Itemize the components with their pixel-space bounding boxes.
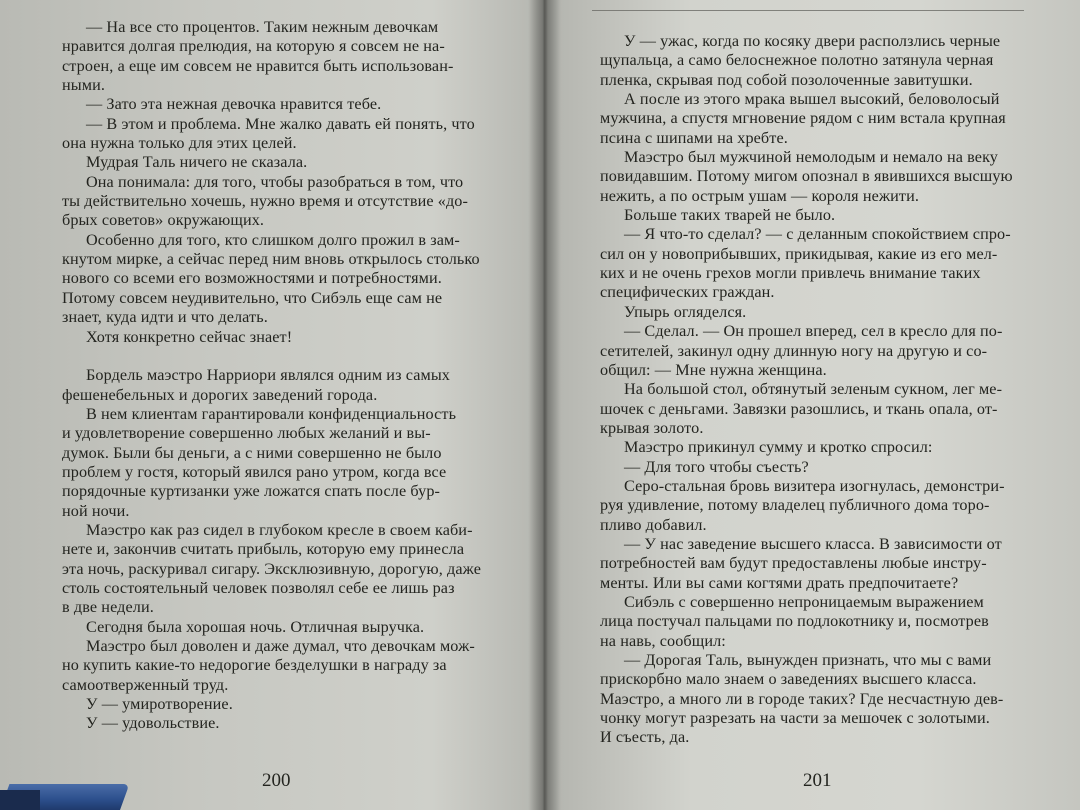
text-line: В нем клиентам гарантировали конфиденциальность [86,404,457,423]
text-line: У — ужас, когда по косяку двери расползлись черные [624,32,1001,50]
text-line: — У нас заведение высшего класса. В зависимости от [624,534,1002,553]
text-line: нравится долгая прелюдия, на которую я совсем не на- [62,37,445,56]
text-line: брых советов» окружающих. [62,211,265,230]
text-line: Бордель маэстро Нарриори являлся одним из самых [86,366,450,385]
text-line: У — умиротворение. [86,695,233,714]
text-line: сил он у новоприбывших, прикидывая, какие из его мел- [600,244,998,263]
gutter-shadow [528,0,560,810]
text-line: строен, а еще им совсем не нравится быть использован- [62,56,454,75]
text-line: менты. Или вы сами когтями драть предпочитаете? [600,573,959,592]
text-line: — Я что-то сделал? — с деланным спокойствием спро- [624,225,1011,244]
text-line: — Для того чтобы съесть? [624,457,809,476]
text-line: Маэстро как раз сидел в глубоком кресле в своем каби- [86,520,473,539]
text-line: нете и, закончив считать прибыль, которую ему принесла [62,540,465,559]
text-line: — Зато эта нежная девочка нравится тебе. [86,95,382,114]
text-line: столь состоятельный человек позволял себе ее лишь раз [62,578,455,597]
text-line: но купить какие-то недорогие безделушки в награду за [62,656,447,675]
text-line: И съесть, да. [600,728,690,747]
section-break [62,347,502,366]
text-line: Больше таких тварей не было. [624,206,836,225]
text-line: Маэстро был мужчиной немолодым и немало на веку [624,148,998,167]
text-line: фешенебельных и дорогих заведений города. [62,385,378,404]
text-line: — Сделал. — Он прошел вперед, сел в кресло для по- [624,322,1003,341]
text-line: А после из этого мрака вышел высокий, беловолосый [624,90,1000,109]
text-line: Сегодня была хорошая ночь. Отличная выручка. [86,617,425,636]
blue-object-shadow [0,790,40,810]
text-line: кнутом мирке, а сейчас перед ним вновь открылось столько [62,250,480,269]
text-line: лица постучал пальцами по подлокотнику и, посмотрев [600,612,989,631]
text-line: думок. Были бы деньги, а с ними совершенно не было [62,443,442,462]
text-line: ты действительно хочешь, нужно время и отсутствие «до- [62,192,468,211]
text-line: — В этом и проблема. Мне жалко давать ей понять, что [86,114,475,133]
text-line: она нужна только для этих целей. [62,134,297,153]
text-line: Упырь огляделся. [624,302,747,321]
text-line: на навь, сообщил: [600,631,726,650]
text-line: повидавшим. Потому мигом опознал в явившихся высшую [600,167,1013,186]
text-line: мужчина, а спустя мгновение рядом с ним встала крупная [600,109,1006,128]
text-line: крывая золото. [600,418,704,437]
text-line: порядочные куртизанки уже ложатся спать после бур- [62,482,440,501]
text-line: ких и не очень грехов могли привлечь внимание таких [600,264,981,283]
text-line: У — удовольствие. [86,714,220,733]
text-line: Хотя конкретно сейчас знает! [86,327,293,346]
text-line: Сибэль с совершенно непроницаемым выражением [624,592,984,611]
text-line: нового со всеми его возможностями и потребностями. [62,269,442,288]
text-line: специфических граждан. [600,283,775,302]
text-line: и удовлетворение совершенно любых желаний и вы- [62,424,431,443]
text-line: потребностей вам будут предоставлены любые инстру- [600,554,987,573]
text-line: пливо добавил. [600,515,707,534]
text-line: На большой стол, обтянутый зеленым сукном, лег ме- [624,380,1003,399]
right-page-number: 201 [803,770,832,791]
text-line: Она понимала: для того, чтобы разобраться в том, что [86,172,464,191]
text-line: псина с шипами на хребте. [600,128,788,147]
text-line: прискорбно мало знаем о заведениях высшего класса. [600,670,977,689]
right-page-text [600,32,1050,748]
text-line: — На все сто процентов. Таким нежным девочкам [86,18,439,36]
text-line: эта ночь, раскуривал сигару. Эксклюзивную, дорогую, даже [62,559,481,578]
text-line: Мудрая Таль ничего не сказала. [86,153,308,172]
text-line: нежить, а по острым ушам — короля нежити. [600,186,920,205]
text-line: — Дорогая Таль, вынужден признать, что мы с вами [624,651,992,669]
text-line: Маэстро был доволен и даже думал, что девочкам мож- [86,637,475,655]
text-line: сетителей, закинул одну длинную ногу на другую и со- [600,341,988,360]
text-line: Маэстро, а много ли в городе таких? Где несчастную дев- [600,689,1004,708]
text-line: Потому совсем неудивительно, что Сибэль еще сам не [62,288,443,307]
text-line: самоотверженный труд. [62,675,229,694]
text-line: знает, куда идти и что делать. [62,308,268,327]
text-line: руя удивление, потому владелец публичного дома торо- [600,496,990,515]
text-line: в две недели. [62,598,154,617]
text-line: ными. [62,76,105,95]
text-line: щупальца, а само белоснежное полотно затянула черная [600,51,994,70]
right-page-top-rule [592,10,1024,11]
text-line: шочек с деньгами. Завязки разошлись, и ткань опала, от- [600,399,998,418]
text-line: Маэстро прикинул сумму и кротко спросил: [624,438,933,457]
text-line: пленка, скрывая под собой позолоченные завитушки. [600,70,973,89]
text-line: Особенно для того, кто слишком долго прожил в зам- [86,230,460,249]
text-line: ной ночи. [62,501,130,520]
text-line: чонку могут разрезать на части за мешочек с золотыми. [600,709,990,728]
right-page [548,0,1080,810]
text-line: проблем у гостя, который явился рано утром, когда все [62,462,447,481]
text-line: Серо-стальная бровь визитера изогнулась, демонстри- [624,476,1005,495]
left-page-text [62,18,502,734]
left-page-number: 200 [262,770,291,791]
text-line: общил: — Мне нужна женщина. [600,360,827,379]
